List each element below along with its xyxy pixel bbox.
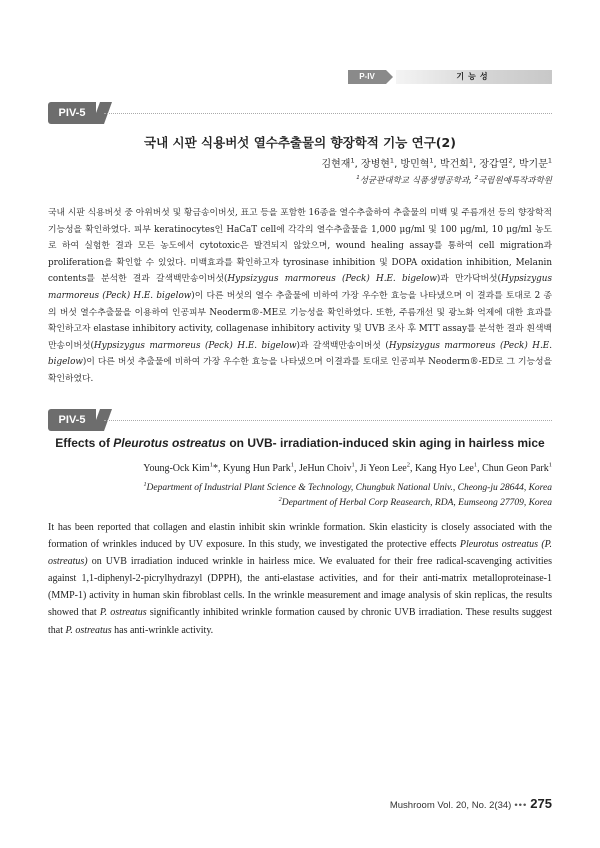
- text-run: Hypsizygus marmoreus (Peck) H.E. bigelow: [227, 274, 437, 285]
- page-footer: [390, 796, 552, 811]
- affil-text: 성균관대학교 식품생명공학과: [359, 176, 470, 186]
- dotted-divider: [104, 113, 552, 114]
- author-name: 김현재: [321, 159, 351, 170]
- text-run: )이 다른 버섯의 열수 추출물에 비하여 가장 우수한 효능을 나타냈으며 이 결과를 토대로 2 종의 버섯 열수추출물을 이용하여 인공피부 Neoderm®-ME로 기능성을 확인하였다. 또한, 주름개선 및 광노화 억제에 대한 효과를 확인하고자 elastase inhibitory activity, collagenase inhibitory activity 및 UVB 조사 후 MTT assay를 분석한 결과 흰색백만송이버섯(: [48, 290, 552, 351]
- author-sup: 1: [547, 156, 552, 165]
- affil-text: Department of Industrial Plant Science & Technology, Chungbuk National Univ., Cheong-ju 28644, Korea: [146, 483, 552, 493]
- affil-sup: 2: [278, 496, 282, 503]
- footer-dots: •••: [514, 800, 528, 811]
- section-name: 기능성: [396, 70, 552, 84]
- author-name: Ji Yeon Lee: [359, 463, 407, 474]
- author-sup: 1: [350, 156, 355, 165]
- journal-citation: Mushroom Vol. 20, No. 2(34): [389, 800, 512, 811]
- page-number: 275: [530, 796, 552, 811]
- affil-text: Department of Herbal Corp Reasearch, RDA, Eumseong 27709, Korea: [281, 498, 552, 508]
- author-name: JeHun Choiv: [299, 463, 352, 474]
- author-name: 박건희: [439, 159, 469, 170]
- section-tag: P-IV: [348, 70, 386, 84]
- abstract-badge-kr: PIV-5: [48, 102, 106, 124]
- author-sup: 1: [290, 461, 294, 469]
- text-run: has anti-wrinkle activity.: [111, 624, 214, 636]
- text-run: Hypsizygus marmoreus (Peck) H.E. bigelow: [48, 340, 552, 368]
- author-sup: 1: [209, 461, 213, 469]
- text-run: It has been reported that collagen and elastin inhibit skin wrinkle formation. Skin elasticity is closely associated with the formation of wrinkles induced by UV exposure. In this study, we investigated the protective effects: [48, 522, 552, 551]
- affiliation-en-1: [143, 483, 552, 493]
- author-sup: 2: [406, 461, 410, 469]
- authors-kr: 김현재$^1$, 장병현$^1$, 방민혁$^1$, 박건희$^1$, 장갑열$^2$, 박기문$^1$: [321, 156, 552, 170]
- author-name: Kang Hyo Lee: [414, 463, 474, 474]
- author-sup: 2: [508, 156, 513, 165]
- author-name: Kyung Hun Park: [222, 463, 291, 474]
- text-run: )과 만가닥버섯(: [436, 274, 501, 285]
- text-run: P. ostreatus: [99, 607, 147, 619]
- author-name: 방민혁: [400, 159, 430, 170]
- affiliation-en-2: [279, 498, 552, 508]
- dotted-divider: [104, 420, 552, 421]
- authors-en: Young-Ock Kim$^1$*, Kyung Hun Park$^1$, JeHun Choiv$^1$, Ji Yeon Lee$^2$, Kang Hyo Lee$^1$, Chun Geon Park$^1$: [143, 461, 552, 474]
- author-name: 박기문: [518, 159, 548, 170]
- author-name: 장갑열: [479, 159, 509, 170]
- author-sup: 1: [351, 461, 355, 469]
- author-sup: 1: [548, 461, 552, 469]
- text-run: Hypsizygus marmoreus (Peck) H.E. bigelow: [93, 340, 297, 351]
- author-sup: 1: [429, 156, 434, 165]
- text-run: on UVB irradiation induced wrinkle in hairless mice. We evaluated for their free radical-scavenging activities against 1,1-diphenyl-2-picrylhydrazyl (DPPH), the anti-elastase activities, and for their anti-matrix metalloproteinase-1 (MMP-1) activity in human skin fibroblast cells. In the wrinkle measurement and image analysis of skin replicas, the results showed that: [48, 556, 552, 619]
- affil-text: 국립원예특작과학원: [478, 176, 552, 186]
- author-name: Chun Geon Park: [482, 463, 549, 474]
- section-header: [348, 70, 552, 84]
- text-run: )과 갈색백만송이버섯 (: [296, 340, 389, 351]
- author-sup: 1: [389, 156, 395, 165]
- title-en: Effects of Pleurotus ostreatus on UVB- irradiation-induced skin aging in hairless mice: [55, 436, 545, 450]
- author-name: 장병현: [360, 159, 390, 170]
- text-run: 국내 시판 식용버섯 중 아위버섯 및 황금송이버섯, 표고 등을 포함한 16종을 열수추출하여 추출물의 미백 및 주름개선 등의 향장학적 기능성을 확인하였다. 피부 keratinocytes인 HaCaT cell에 각각의 열수추출물을 1,000 μg/ml 및 100 μg/ml, 10 μg/ml 농도로 하여 실험한 결과 모든 농도에서 cytotoxic은 발견되지 않았으며, wound healing assay를 통하여 cell migration과 proliferation을 확인할 수 있었다. 미백효과를 확인하고자 tyrosinase inhibition 및 DOPA oxidation inhibition, Melanin contents를 분석한 결과 갈색백만송이버섯(: [48, 208, 552, 285]
- affil-sup: 2: [474, 175, 479, 182]
- affiliations-kr: $^1$성균관대학교 식품생명공학과, $^2$국립원예특작과학원: [356, 175, 552, 186]
- tag-arrow-icon: [386, 70, 393, 84]
- text-run: Pleurotus ostreatus (P. ostreatus): [48, 539, 552, 568]
- text-run: Hypsizygus marmoreus (Peck) H.E. bigelow: [48, 274, 552, 301]
- author-sup: 1: [473, 461, 478, 469]
- text-run: P. ostreatus: [65, 624, 112, 636]
- affil-sup: 1: [356, 175, 360, 182]
- abstract-body-kr: [48, 205, 552, 388]
- author-sup: 1: [468, 156, 474, 165]
- abstract-body-en: [48, 519, 552, 639]
- abstract-badge-en: PIV-5: [48, 409, 106, 431]
- title-kr: 국내 시판 식용버섯 열수추출물의 향장학적 기능 연구(2): [144, 135, 456, 150]
- author-name: Young-Ock Kim: [143, 463, 210, 474]
- text-run: significantly inhibited wrinkle formation caused by chronic UVB irradiation. These results suggest that: [48, 607, 553, 636]
- affil-sup: 1: [143, 481, 147, 488]
- text-run: )이 다른 버섯 추출물에 비하여 가장 우수한 효능을 나타냈으며 이결과를 토대로 인공피부 Neoderm®-ED로 그 기능성을 확인하였다.: [48, 357, 552, 384]
